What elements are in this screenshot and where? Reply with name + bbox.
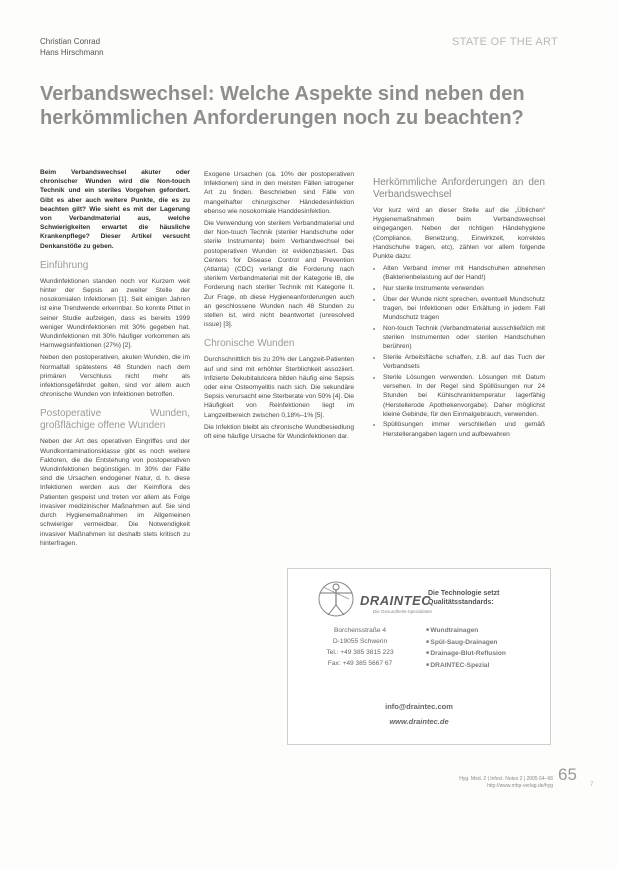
- column-left: [40, 168, 190, 768]
- product-item: ■ DRAINTEC-Spezial: [426, 660, 546, 672]
- advertisement-box: [287, 568, 551, 745]
- list-item: • Alten Verband immer mit Handschuhen abnehmen (Bakterienbelastung auf der Hand!): [383, 264, 545, 282]
- product-list: [426, 625, 546, 671]
- list-item: • Über der Wunde nicht sprechen, eventuell Mundschutz tragen, bei Infektionen oder Erkältung in jedem Fall Mundschutz tragen: [383, 295, 545, 323]
- product-item: ■ Spül-Saug-Drainagen: [426, 637, 546, 649]
- paragraph: Durchschnittlich bis zu 20% der Langzeit-Patienten auf und sind mit erhöhter Sterblichkeit assoziiert. Infizierte Dekubitalulcera bilden häufig eine Sepsis oder eine Osteomyelitis nach sich. Die sekundäre Sepsis verursacht eine Sterberate von 50% [4]. Die Häufigkeit von Reinfektionen liegt im Langzeitbereich zwischen 0,18%–1% [5].: [204, 356, 354, 419]
- article-title: Verbandswechsel: Welche Aspekte sind neben den herkömmlichen Anforderungen noch zu beachten?: [40, 83, 525, 129]
- list-item: • Spüllösungen immer verschließen und gemäß Herstellerangaben lagern und aufbewahren: [383, 420, 545, 438]
- edge-mark: 7: [590, 782, 594, 788]
- address-line: D-19055 Schwerin: [332, 638, 388, 645]
- author-name: Hans Hirschmann: [40, 48, 104, 57]
- product-item: ■ Drainage-Blut-Reflusion: [426, 648, 546, 660]
- paragraph: Vor kurz wird an dieser Stelle auf die „Üblichen“ Hygienemaßnahmen beim Verbandswechsel eingegangen. Neben der richtigen Händehygiene (Compliance, Benetzung, Einwirkzeit, korrektes Handschuhe tragen, etc), zählen vor allem folgende Punkte dazu:: [373, 207, 545, 261]
- author-name: Christian Conrad: [40, 37, 101, 46]
- website-link[interactable]: www.draintec.de: [389, 717, 449, 726]
- email-link[interactable]: info@draintec.com: [385, 702, 453, 711]
- list-item: • Sterile Lösungen verwenden. Lösungen mit Datum versehen. In der Regel sind Spüllösungen nur 24 Stunden bei Kühlschranktemperatur lagerfähig (Herstellerode Apothekenvorgabe). Daher möglichst kleine Gebinde, für den Einmalgebrauch, verwenden.: [383, 373, 545, 419]
- section-label: STATE OF THE ART: [452, 36, 559, 48]
- phone-number: Tel.: +49 385 3815 223: [326, 649, 394, 656]
- brand-name: DRAINTEC: [360, 593, 432, 608]
- list-item: • Sterile Arbeitsfläche schaffen, z.B. auf das Tuch der Verbandsets: [383, 353, 545, 371]
- ad-slogan: Die Technologie setzt Qualitätsstandards:: [428, 590, 500, 606]
- heading-introduction: Einführung: [40, 259, 89, 271]
- brand-tagline: Die Gesundheits-Spezialisten: [373, 609, 433, 614]
- heading-chronic: Chronische Wunden: [204, 338, 295, 350]
- abstract: Beim Verbandswechsel akuter oder chronischer Wunden wird die Non-touch Technik und ein steriles Vorgehen gefordert. Gibt es aber auch weitere Punkte, die es zu beachten gilt? Wie sieht es mit der Lagerung von Verbandmaterial aus, welche Schwierigkeiten erwartet die häusliche Krankenpflege? Dieser Artikel versucht Denkanstöße zu geben.: [40, 169, 190, 250]
- paragraph: Neben der Art des operativen Eingriffes und der Wundkontaminationsklasse gibt es noch weitere Faktoren, die die Entstehung von postoperativen Wundinfektionen begünstigen. In 30% der Fälle sind die Ursachen endogener Natur, d. h. diese Infektionen werden aus der Keimflora des Patienten gespeist und treten vor allem als Folge invasiver medizinischer Maßnahmen auf. Sie sind durch Hygienemaßnahmen im Allgemeinen schwieriger vermeidbar. Die Notwendigkeit invasiver Maßnahmen ist deshalb stets kritisch zu hinterfragen.: [40, 438, 190, 547]
- paragraph: Die Verwendung von sterilem Verbandmaterial und der Non-touch Technik (steriler Handschuhe oder sterile Instrumente) beim Verbandwechsel bei postoperativen Wunden ist evidenzbasiert. Das Centers for Disease Control and Prevention (Atlanta) (CDC) verlangt die Forderung nach sterilem Verbandmaterial mit der Kategorie IB, die Forderung nach steriler Technik mit Kategorie II. Zur Frage, ob diese Hygieneanforderungen auch an geschlossene Wunden nach 48 Stunden zu stellen ist, wird nicht beantwortet (unresolved issue) [3].: [204, 220, 354, 329]
- fax-number: Fax: +49 385 5667 67: [327, 660, 393, 667]
- author-list: [40, 36, 104, 58]
- vitruvian-man-logo-icon: [314, 579, 362, 619]
- heading-requirements: Herkömmliche Anforderungen an den Verbandswechsel: [373, 177, 545, 200]
- column-right: [373, 168, 545, 548]
- paragraph: Neben den postoperativen, akuten Wunden, die im Normalfall spätestens 48 Stunden nach dem primären Verschluss nicht mehr als infektionsgefährdet gelten, sind vor allem auch chronische Wunden von Infektionen betroffen.: [40, 354, 190, 399]
- paragraph: Die Infektion bleibt als chronische Wundbesiedlung oft eine häufige Ursache für Wundinfektionen dar.: [204, 423, 354, 441]
- citation-line: Hyg. Med. 2 | Infect. Notes 2 | 2005 64–66: [459, 776, 553, 782]
- column-middle: [204, 170, 354, 550]
- list-item: • Non-touch Technik (Verbandmaterial ausschließlich mit sterilen Instrumenten oder sterilen Handschuhen berühren): [383, 324, 545, 352]
- list-item: • Nur sterile Instrumente verwenden: [383, 284, 545, 293]
- page-number: 65: [558, 765, 577, 784]
- company-address: [300, 625, 420, 669]
- journal-url[interactable]: http://www.mhp-verlag.de/hyg: [487, 783, 553, 789]
- paragraph: Wundinfektionen standen noch vor Kurzem weit hinter der Sepsis an zweiter Stelle der nosokomialen Infektionen [1]. Seit einigen Jahren ist eine Trendwende erkennbar. So konnte Pittet in seiner Studie aufzeigen, dass es bereits 1999 weniger Wundinfektionen mit 30% gegeben hat. Wundinfektionen mit 30% häufiger vorkommen als Harnwegsinfektionen (27%) [2].: [40, 277, 190, 350]
- product-item: ■ Wundtrainagen: [426, 625, 546, 637]
- heading-postoperative: Postoperative Wunden, großflächige offene Wunden: [40, 408, 190, 432]
- journal-citation: [393, 776, 553, 790]
- requirements-list: [373, 264, 545, 439]
- paragraph: Exogene Ursachen (ca. 10% der postoperativen Infektionen) sind in den meisten Fällen iatrogener Art zu finden. Beschrieben sind Fälle von mangelhafter chirurgischer Händedesinfektion ebenso wie nosokomiale Handdesinfektion.: [204, 171, 354, 215]
- address-line: Borchensstraße 4: [333, 627, 387, 634]
